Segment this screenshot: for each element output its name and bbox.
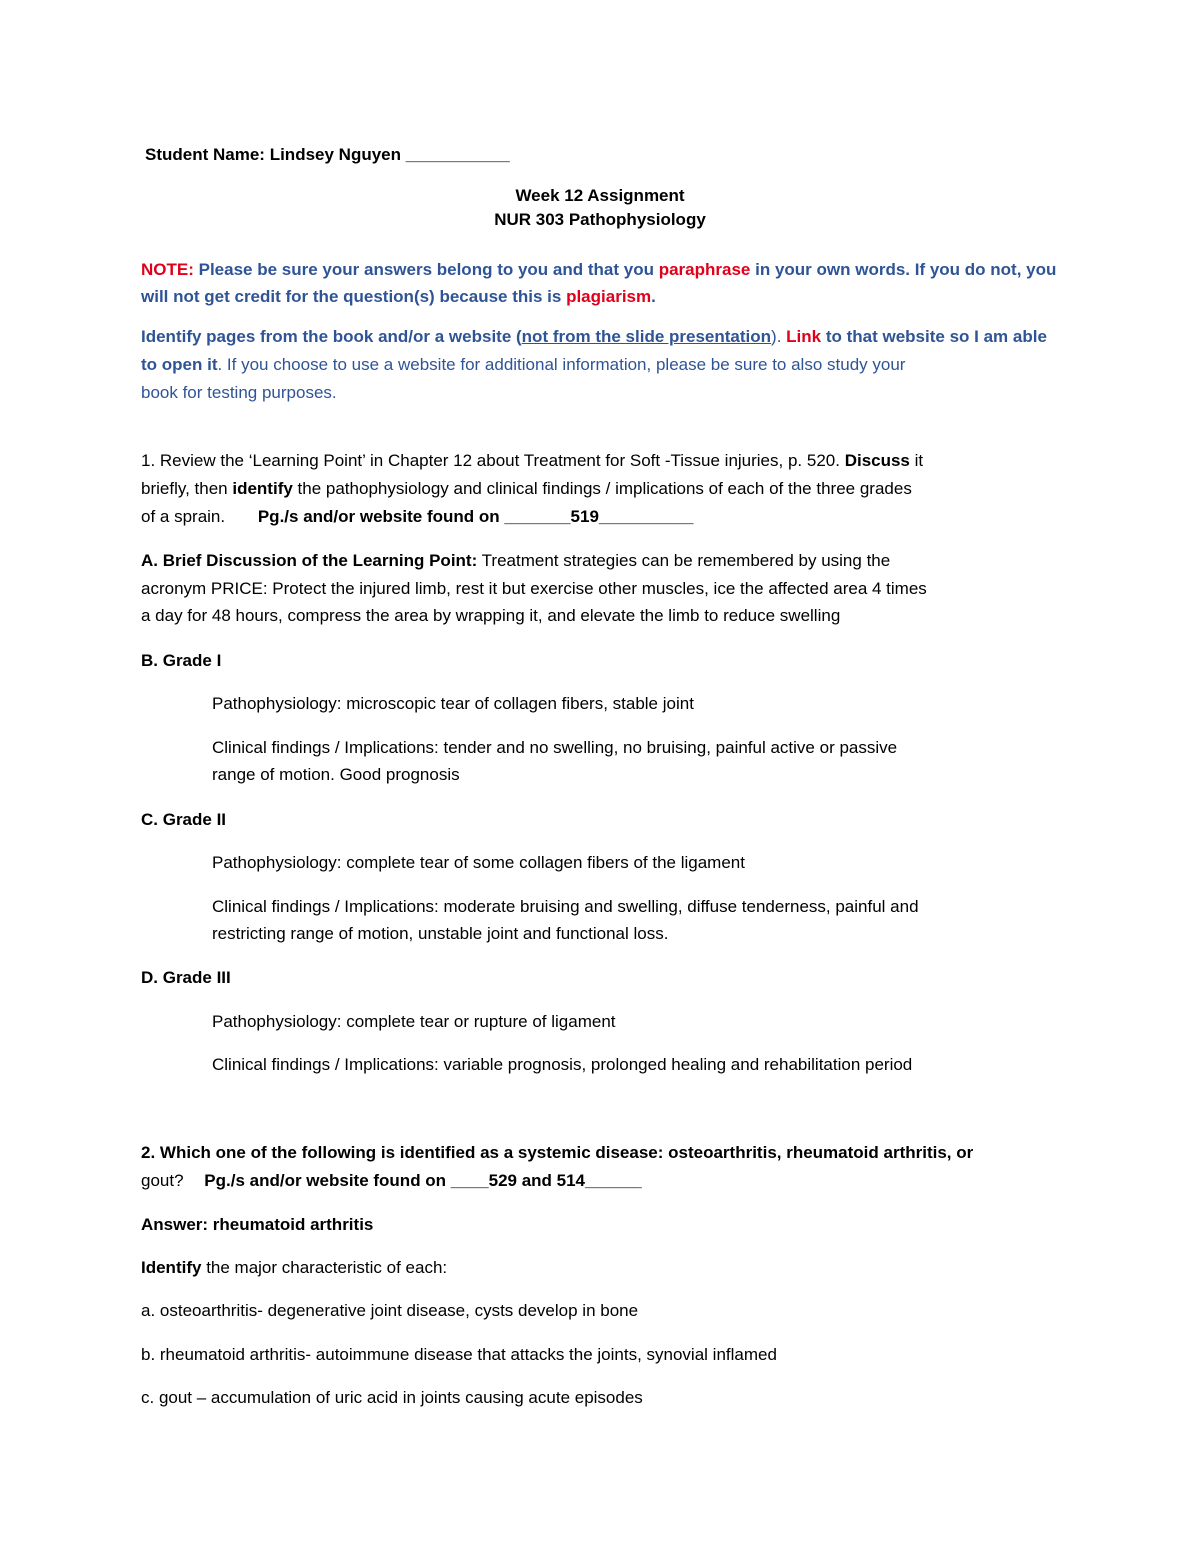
instr-text-1c: to that website so I am able (825, 327, 1047, 346)
note-label: NOTE: (141, 260, 194, 279)
grade-1-label: B. Grade I (141, 651, 222, 670)
q2-gout: gout? (141, 1171, 184, 1190)
instructions-line-2 (141, 354, 905, 376)
grade-2-clinical-2: restricting range of motion, unstable joint and functional loss. (212, 924, 669, 943)
note-paraphrase: paraphrase (658, 260, 751, 279)
q1-pages: Pg./s and/or website found on _______519__________ (257, 507, 694, 526)
q2-answer: Answer: rheumatoid arthritis (141, 1215, 374, 1234)
note-plagiarism: plagiarism (566, 287, 652, 306)
q2-line-1 (141, 1142, 973, 1164)
student-name-line (145, 144, 510, 166)
note-line-1 (141, 259, 1056, 281)
q2-item-a: a. osteoarthritis- degenerative joint disease, cysts develop in bone (141, 1301, 639, 1320)
course-title: NUR 303 Pathophysiology (494, 210, 706, 229)
grade-3-patho: Pathophysiology: complete tear or rupture of ligament (212, 1012, 616, 1031)
q2-item-c: c. gout – accumulation of uric acid in joints causing acute episodes (141, 1388, 643, 1407)
q1-identify: identify (232, 479, 293, 498)
instr-text-1a: Identify pages from the book and/or a website ( (141, 327, 522, 346)
q1-text-1a: 1. Review the ‘Learning Point’ in Chapter 12 about Treatment for Soft -Tissue injuries, p. 520. (141, 451, 840, 470)
student-name: Lindsey Nguyen (269, 145, 402, 164)
q1-text-3a: of a sprain. (141, 507, 226, 526)
student-blank: ___________ (405, 145, 510, 164)
instr-text-1b: ). (771, 327, 782, 346)
q1-a-line-3: a day for 48 hours, compress the area by wrapping it, and elevate the limb to reduce swelling (141, 606, 841, 625)
q1-line-3 (141, 506, 693, 528)
q1-text-1b: it (914, 451, 924, 470)
assignment-title: Week 12 Assignment (515, 186, 685, 205)
note-period: . (651, 287, 656, 306)
q1-text-2b: the pathophysiology and clinical findings / implications of each of the three grades (297, 479, 912, 498)
student-label: Student Name: (145, 145, 265, 164)
grade-2-clinical-1: Clinical findings / Implications: moderate bruising and swelling, diffuse tenderness, painful and (212, 897, 919, 916)
q2-item-b: b. rheumatoid arthritis- autoimmune disease that attacks the joints, synovial inflamed (141, 1345, 777, 1364)
q1-a-text-1: Treatment strategies can be remembered by using the (481, 551, 891, 570)
q1-line-1 (141, 450, 923, 472)
q2-pages: Pg./s and/or website found on ____529 and 514______ (204, 1171, 642, 1190)
instr-not-slides: not from the slide presentation (521, 327, 772, 346)
q1-text-2a: briefly, then (141, 479, 228, 498)
note-text-2a: will not get credit for the question(s) because this is (141, 287, 562, 306)
grade-3-clinical: Clinical findings / Implications: variable prognosis, prolonged healing and rehabilitation period (212, 1055, 913, 1074)
q1-line-2 (141, 478, 912, 500)
q2-number: 2. (141, 1143, 156, 1162)
grade-1-patho: Pathophysiology: microscopic tear of collagen fibers, stable joint (212, 694, 694, 713)
instr-link-word: Link (786, 327, 822, 346)
q2-identify: Identify (141, 1258, 202, 1277)
grade-2-patho: Pathophysiology: complete tear of some collagen fibers of the ligament (212, 853, 745, 872)
q2-text-1: Which one of the following is identified as a systemic disease: osteoarthritis, rheumatoid arthritis, or (159, 1143, 974, 1162)
grade-2-label: C. Grade II (141, 810, 227, 829)
grade-1-clinical-2: range of motion. Good prognosis (212, 765, 460, 784)
note-text-1a: Please be sure your answers belong to you and that you (198, 260, 654, 279)
grade-3-label: D. Grade III (141, 968, 231, 987)
q1-a-label: A. Brief Discussion of the Learning Point: (141, 551, 478, 570)
instr-text-2b: . If you choose to use a website for additional information, please be sure to also study your (217, 355, 906, 374)
instr-text-2a: to open it (141, 355, 218, 374)
q2-identify-line (141, 1257, 447, 1279)
instructions-line-3: book for testing purposes. (141, 383, 337, 402)
note-text-1b: in your own words. If you do not, you (755, 260, 1057, 279)
grade-1-clinical-1: Clinical findings / Implications: tender and no swelling, no bruising, painful active or passive (212, 738, 898, 757)
q1-a-line-1 (141, 550, 890, 572)
instructions-line-1 (141, 326, 1047, 348)
q1-a-line-2: acronym PRICE: Protect the injured limb, rest it but exercise other muscles, ice the affected area 4 times (141, 579, 927, 598)
note-line-2 (141, 286, 656, 308)
q2-line-2 (141, 1170, 642, 1192)
q2-identify-rest: the major characteristic of each: (206, 1258, 448, 1277)
q1-discuss: Discuss (844, 451, 910, 470)
